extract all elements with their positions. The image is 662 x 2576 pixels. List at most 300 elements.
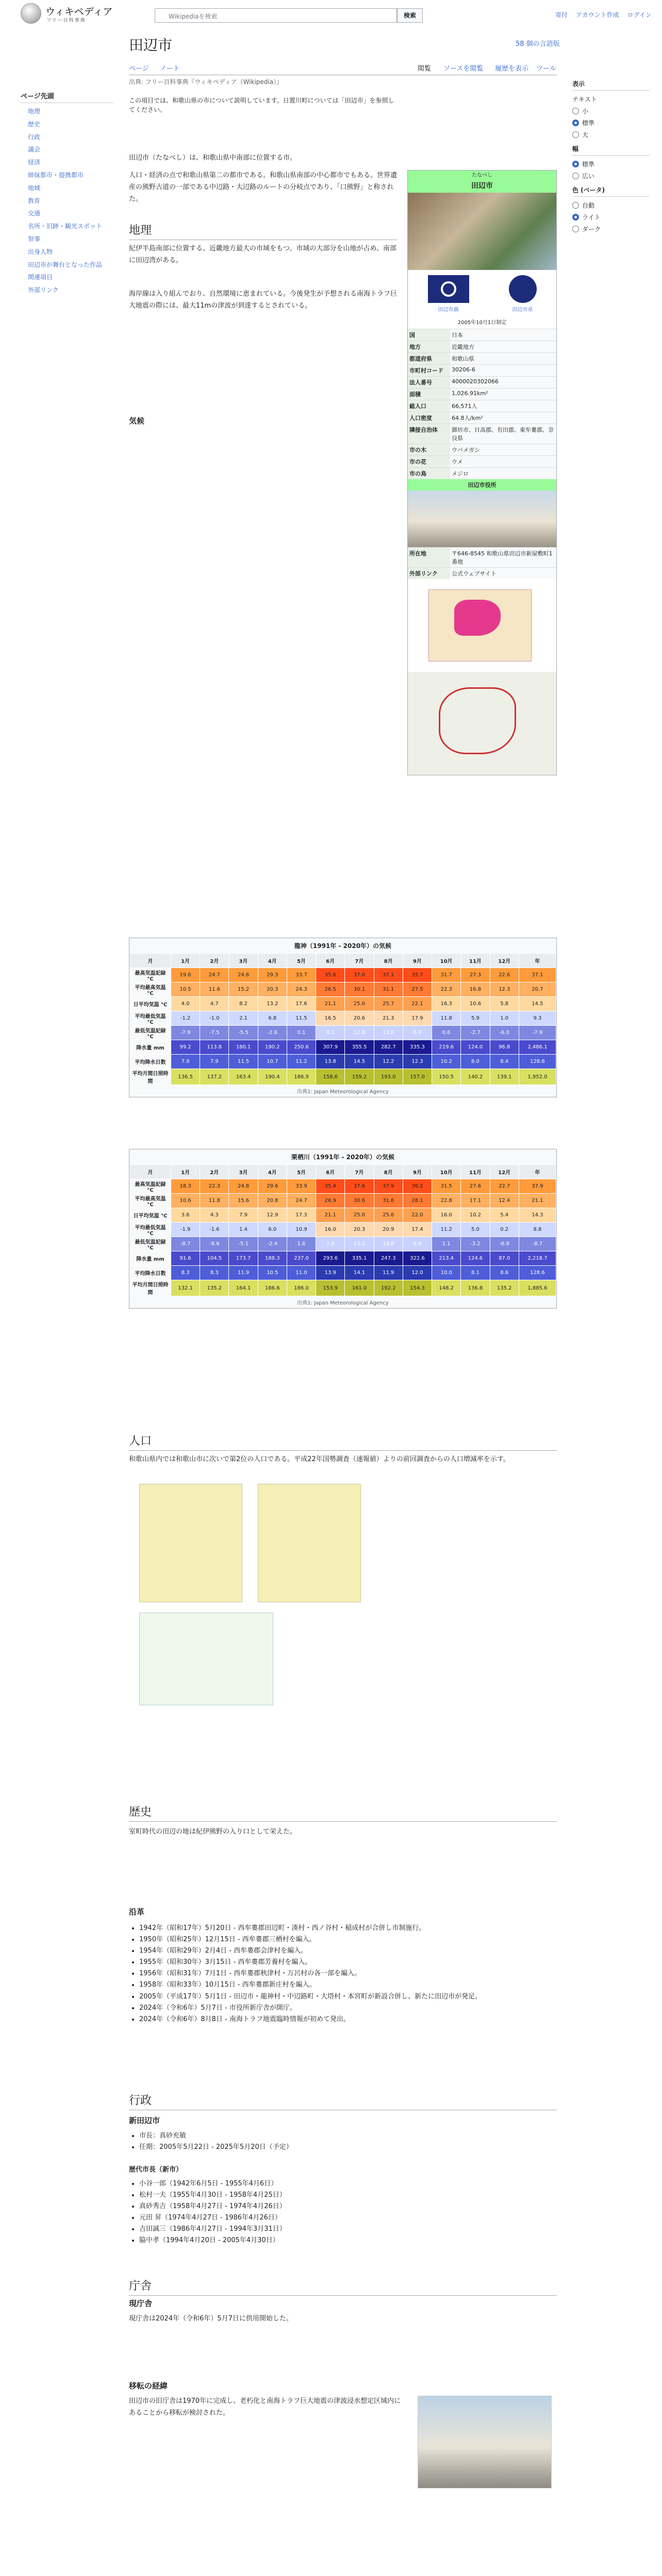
climate-title: 栗栖川（1991年 - 2020年）の気候 <box>291 1154 395 1161</box>
history-heading: 歴史 <box>129 1803 557 1822</box>
list-item: • 任期：2005年5月22日 - 2025年5月20日（予定） <box>139 2142 552 2153</box>
climate-cell: -7.5 <box>200 1026 229 1040</box>
radio-selected-icon[interactable] <box>572 161 579 167</box>
climate-cell: 29.6 <box>258 1179 287 1194</box>
search-button[interactable]: 検索 <box>397 8 423 23</box>
climate-cell: 10.6 <box>461 997 490 1011</box>
climate-cell: 14.3 <box>519 1208 556 1223</box>
climate-cell: 4.3 <box>200 1208 229 1223</box>
row-label: 平均最高気温 °C <box>130 982 171 997</box>
climate-cell: 29.3 <box>258 968 287 982</box>
tab-tools[interactable]: ツール <box>536 65 556 73</box>
climate-cell: 37.0 <box>345 968 374 982</box>
climate-cell: 0.2 <box>490 1223 519 1237</box>
row-key: 市の鳥 <box>408 468 450 479</box>
toc-title[interactable]: ページ先頭 <box>21 91 113 103</box>
population-chart-left[interactable] <box>139 1484 242 1602</box>
option-label: 広い <box>582 173 595 180</box>
climate-cell: 2.1 <box>229 1011 258 1026</box>
option-label: ライト <box>582 214 601 221</box>
climate-cell: 186.0 <box>287 1280 316 1296</box>
climate-cell: 5.8 <box>490 997 519 1011</box>
climate-cell: 6.9 <box>403 1237 432 1251</box>
climate-table-1 <box>129 938 557 1097</box>
climate-cell: 5.0 <box>461 1223 490 1237</box>
climate-cell: 148.2 <box>432 1280 461 1296</box>
climate-cell: 1.1 <box>432 1237 461 1251</box>
climate-cell: 26.5 <box>316 982 345 997</box>
history-paragraph: 室町時代の田辺の地は紀伊熊野の入り口として栄えた。 <box>129 1828 297 1836</box>
row-label: 最高気温記録 °C <box>130 968 171 982</box>
climate-cell: 24.6 <box>229 968 258 982</box>
climate-cell: 37.9 <box>519 1179 556 1194</box>
old-office-photo[interactable] <box>418 2396 552 2488</box>
climate-cell: 237.0 <box>287 1251 316 1266</box>
climate-cell: 153.9 <box>316 1280 345 1296</box>
tab-read[interactable]: 閲覧 <box>418 65 432 73</box>
climate-cell: 10.2 <box>432 1055 461 1069</box>
climate-cell: 16.5 <box>316 1011 345 1026</box>
row-key: 国 <box>408 329 450 341</box>
climate-cell: 37.6 <box>345 1179 374 1194</box>
color-label: 色 (ベータ) <box>572 185 650 197</box>
row-value[interactable]: 4000020302066 <box>452 378 499 385</box>
climate-cell: 132.1 <box>171 1280 200 1296</box>
climate-source: 出典1: Japan Meteorological Agency <box>297 1089 389 1095</box>
climate-cell: 99.2 <box>171 1040 200 1055</box>
climate-row <box>130 1223 556 1237</box>
climate-cell: 5.4 <box>490 1208 519 1223</box>
climate-cell: 5.9 <box>461 1011 490 1026</box>
climate-cell: 10.5 <box>171 982 200 997</box>
climate-cell: 8.4 <box>490 1055 519 1069</box>
climate-cell: 154.3 <box>403 1280 432 1296</box>
month-header: 12月 <box>490 954 519 968</box>
list-item: • 真砂秀吉（1958年4月27日 - 1974年4月26日） <box>139 2201 552 2212</box>
climate-cell: 14.1 <box>345 1266 374 1280</box>
month-header: 2月 <box>200 954 229 968</box>
month-header: 1月 <box>171 1165 200 1179</box>
wikipedia-globe-icon[interactable] <box>21 3 41 24</box>
list-item: • 市長：真砂充敏 <box>139 2130 552 2142</box>
climate-cell: 8.3 <box>171 1266 200 1280</box>
climate-row <box>130 1069 556 1085</box>
emblem-caption[interactable]: 田辺市章 <box>512 307 533 313</box>
list-item: • 元田 昇（1974年4月27日 - 1986年4月26日） <box>139 2212 552 2224</box>
move-paragraph: 田辺市の旧庁舎は1970年に完成し、老朽化と南海トラフ巨大地震の津波浸水想定区域内にあることから移転が検討された。 <box>129 2397 401 2417</box>
climate-cell: 186.6 <box>258 1280 287 1296</box>
climate-cell: 124.6 <box>461 1251 490 1266</box>
climate-cell: 13.8 <box>316 1055 345 1069</box>
climate-cell: 11.9 <box>374 1266 403 1280</box>
climate-cell: 1.4 <box>229 1223 258 1237</box>
climate-row <box>130 1011 556 1026</box>
radio-icon[interactable] <box>572 226 579 232</box>
climate-cell: 11.5 <box>229 1055 258 1069</box>
list-item: • 1958年（昭和33年）10月15日 - 西牟婁郡新庄村を編入。 <box>139 1979 552 1991</box>
climate-cell: 11.6 <box>200 982 229 997</box>
climate-table-2 <box>129 1149 557 1309</box>
climate-row <box>130 1055 556 1069</box>
infobox-row <box>408 455 556 467</box>
mayor-list <box>139 2130 552 2153</box>
row-label: 平均降水日数 <box>130 1266 171 1280</box>
infobox-row <box>408 329 556 341</box>
climate-row <box>130 1026 556 1040</box>
month-header: 4月 <box>258 1165 287 1179</box>
list-item: • 1956年（昭和31年）7月1日 - 西牟婁郡秋津村・万呂村の各一部を編入。 <box>139 1968 552 1979</box>
climate-cell: 8.3 <box>200 1266 229 1280</box>
tab-history[interactable]: 履歴を表示 <box>495 65 529 73</box>
toc-item[interactable]: 地域 <box>28 184 41 192</box>
climate-cell: 139.1 <box>490 1069 519 1085</box>
climate-cell: -2.4 <box>258 1237 287 1251</box>
toc-item[interactable]: 議会 <box>28 146 41 154</box>
climate-cell: 31.1 <box>374 982 403 997</box>
infobox-row <box>408 388 556 400</box>
radio-selected-icon[interactable] <box>572 214 579 221</box>
climate-cell: 12.4 <box>490 1194 519 1208</box>
month-header: 5月 <box>287 954 316 968</box>
enkaku-heading: 沿革 <box>129 1907 145 1917</box>
tab-view-source[interactable]: ソースを閲覧 <box>443 65 484 73</box>
flag-caption[interactable]: 田辺市旗 <box>438 307 459 313</box>
climate-cell: 35.4 <box>316 1179 345 1194</box>
list-item: • 2005年（平成17年）5月1日 - 田辺市・龍神村・中辺路町・大塔村・本宮町が新設合併し、新たに田辺市が発足。 <box>139 1991 552 2003</box>
climate-cell: 213.4 <box>432 1251 461 1266</box>
toc-item[interactable]: 出身人物 <box>28 248 53 256</box>
climate-cell: 1,885.6 <box>519 1280 556 1296</box>
color-light-option[interactable] <box>572 213 650 222</box>
climate-cell: 6.9 <box>403 1026 432 1040</box>
climate-cell: -8.7 <box>171 1237 200 1251</box>
radio-selected-icon[interactable] <box>572 120 579 126</box>
climate-cell: -7.9 <box>519 1026 556 1040</box>
climate-cell: 180.1 <box>229 1040 258 1055</box>
climate-cell: 6.0 <box>258 1223 287 1237</box>
month-header: 4月 <box>258 954 287 968</box>
city-photo[interactable] <box>408 193 556 270</box>
climate-cell: 28.1 <box>403 1194 432 1208</box>
enkaku-list <box>139 1923 552 2025</box>
climate-cell: -6.9 <box>490 1237 519 1251</box>
climate-cell: 104.5 <box>200 1251 229 1266</box>
climate-cell: 322.6 <box>403 1251 432 1266</box>
source-line: 出典: フリー百科事典『ウィキペディア（Wikipedia）』 <box>129 78 283 86</box>
infobox-row <box>408 467 556 479</box>
row-label: 最高気温記録 °C <box>130 1179 171 1194</box>
climate-cell: 250.6 <box>287 1040 316 1055</box>
climate-cell: 20.3 <box>258 982 287 997</box>
climate-cell: 31.6 <box>374 1194 403 1208</box>
climate-cell: 12.3 <box>403 1055 432 1069</box>
climate-cell: 135.2 <box>200 1280 229 1296</box>
toc-item[interactable]: 名所・旧跡・観光スポット <box>28 223 103 230</box>
climate-cell: 25.0 <box>345 1208 374 1223</box>
climate-cell: 27.3 <box>461 968 490 982</box>
climate-cell: 188.3 <box>258 1251 287 1266</box>
climate-cell: 307.9 <box>316 1040 345 1055</box>
office-photo[interactable] <box>408 490 556 547</box>
option-label: 標準 <box>582 161 595 168</box>
climate-cell: 13.6 <box>374 1026 403 1040</box>
toc-item[interactable]: 地理 <box>28 108 41 115</box>
climate-cell: 15.6 <box>229 1194 258 1208</box>
climate-cell: 16.0 <box>316 1223 345 1237</box>
climate-cell: 27.6 <box>461 1179 490 1194</box>
climate-cell: 11.2 <box>287 1055 316 1069</box>
climate-cell: 17.6 <box>287 997 316 1011</box>
row-label: 平均最高気温 °C <box>130 1194 171 1208</box>
climate-row <box>130 1194 556 1208</box>
climate-cell: 8.1 <box>316 1026 345 1040</box>
tab-page[interactable]: ページ <box>129 65 149 73</box>
location-map[interactable] <box>408 579 556 672</box>
climate-cell: 7.9 <box>171 1055 200 1069</box>
search-input[interactable]: Wikipediaを検索 <box>155 8 397 23</box>
climate-cell: 157.0 <box>403 1069 432 1085</box>
climate-cell: 3.6 <box>171 1208 200 1223</box>
climate-cell: 11.2 <box>432 1223 461 1237</box>
climate-cell: 22.3 <box>200 1179 229 1194</box>
text-small-option[interactable] <box>572 107 650 115</box>
toc-item[interactable]: 行政 <box>28 133 41 141</box>
text-standard-option[interactable] <box>572 118 650 127</box>
climate-cell: 11.5 <box>287 1011 316 1026</box>
climate-cell: 20.6 <box>345 1011 374 1026</box>
office-subheading: 現庁舎 <box>129 2299 153 2308</box>
climate-cell: 190.2 <box>258 1040 287 1055</box>
toc-item[interactable]: 歴史 <box>28 120 41 128</box>
climate-cell: 128.6 <box>519 1266 556 1280</box>
climate-cell: 91.6 <box>171 1251 200 1266</box>
logo-title[interactable]: ウィキペディア <box>45 6 113 18</box>
climate-cell: 1.0 <box>490 1011 519 1026</box>
month-header: 3月 <box>229 954 258 968</box>
row-value: 64.8人/km² <box>452 415 483 421</box>
climate-cell: 37.1 <box>519 968 556 982</box>
infobox-reading: たなべし <box>408 171 556 178</box>
create-account-link[interactable]: アカウント作成 <box>575 11 619 19</box>
climate-cell: -6.0 <box>490 1026 519 1040</box>
toc-item[interactable]: 外部リンク <box>28 286 59 294</box>
climate-cell: 113.8 <box>200 1040 229 1055</box>
infobox-row <box>408 412 556 423</box>
row-key: 人口密度 <box>408 412 450 423</box>
climate-cell: 87.0 <box>490 1251 519 1266</box>
month-header: 12月 <box>490 1165 519 1179</box>
climate-cell: 173.7 <box>229 1251 258 1266</box>
row-label: 降水量 mm <box>130 1251 171 1266</box>
climate-cell: 10.9 <box>287 1223 316 1237</box>
row-key: 都道府県 <box>408 353 450 364</box>
climate-cell: 21.1 <box>316 1208 345 1223</box>
climate-cell: -1.9 <box>171 1223 200 1237</box>
climate-cell: 22.7 <box>490 1179 519 1194</box>
climate-cell: -5.1 <box>229 1237 258 1251</box>
city-flag-icon[interactable] <box>428 275 469 303</box>
row-key: 市の木 <box>408 444 450 455</box>
climate-cell: 35.6 <box>316 968 345 982</box>
row-value[interactable]: 近畿地方 <box>452 344 474 350</box>
climate-cell: 21.1 <box>316 997 345 1011</box>
row-label: 最低気温記録 °C <box>130 1026 171 1040</box>
climate-cell: 10.5 <box>258 1266 287 1280</box>
row-key: 市町村コード <box>408 365 450 376</box>
climate-cell: 10.0 <box>432 1266 461 1280</box>
month-header: 3月 <box>229 1165 258 1179</box>
row-value[interactable]: 公式ウェブサイト <box>452 570 496 577</box>
color-dark-option[interactable] <box>572 225 650 233</box>
list-item: • 脇中孝（1994年4月20日 - 2005年4月30日） <box>139 2235 552 2246</box>
page-title: 田辺市 <box>129 37 173 54</box>
climate-row <box>130 982 556 997</box>
month-header: 8月 <box>374 1165 403 1179</box>
climate-cell: 8.2 <box>229 997 258 1011</box>
climate-cell: 11.0 <box>287 1266 316 1280</box>
donate-link[interactable]: 寄付 <box>555 11 568 19</box>
climate-cell: 247.3 <box>374 1251 403 1266</box>
climate-cell: 17.4 <box>403 1223 432 1237</box>
climate-row <box>130 1237 556 1251</box>
climate-cell: 17.3 <box>287 1208 316 1223</box>
climate-row <box>130 1040 556 1055</box>
row-value[interactable]: メジロ <box>452 470 469 477</box>
mayors-list <box>139 2178 552 2247</box>
width-wide-option[interactable] <box>572 172 650 180</box>
climate-cell: 16.3 <box>432 997 461 1011</box>
row-label: 日平均気温 °C <box>130 1208 171 1223</box>
row-value: 1,026.91km² <box>452 390 488 397</box>
row-value[interactable]: ウメ <box>452 459 463 465</box>
climate-cell: 0.6 <box>432 1026 461 1040</box>
width-standard-option[interactable] <box>572 160 650 168</box>
row-key: 隣接自治体 <box>408 424 450 444</box>
climate-cell: -8.6 <box>200 1237 229 1251</box>
climate-row <box>130 997 556 1011</box>
month-header: 1月 <box>171 954 200 968</box>
toc-item[interactable]: 姉妹都市・提携都市 <box>28 171 84 179</box>
climate-cell: 7.8 <box>316 1237 345 1251</box>
row-label: 平均月間日照時間 <box>130 1069 171 1085</box>
list-item: • 小谷一郎（1942年6月5日 - 1955年4月6日） <box>139 2178 552 2190</box>
radio-icon[interactable] <box>572 173 579 179</box>
climate-cell: -5.5 <box>229 1026 258 1040</box>
month-header: 11月 <box>461 954 490 968</box>
intro-paragraph-2: 人口・経済の点で和歌山県第二の都市である。和歌山県南部の中心都市でもある。世界遺産の熊野古道の一部である中辺路・大辺路のルートの分岐点であり、「口熊野」と称された。 <box>129 172 398 203</box>
option-label: 標準 <box>582 120 595 127</box>
toc-item[interactable]: 田辺市が舞台となった作品 <box>28 261 103 268</box>
climate-cell: 8.0 <box>461 1055 490 1069</box>
climate-cell: 30.6 <box>345 1194 374 1208</box>
geo-paragraph-2: 海岸線は入り組んでおり、自然環境に恵まれている。今後発生が予想される南海トラフ巨大地震の際には、最大11mの津波が到達するとされている。 <box>129 290 398 310</box>
month-header: 11月 <box>461 1165 490 1179</box>
row-value: 66,571人 <box>452 403 477 410</box>
color-auto-option[interactable] <box>572 201 650 210</box>
toc-item[interactable]: 教育 <box>28 197 41 205</box>
population-chart-right[interactable] <box>258 1484 361 1602</box>
row-label: 降水量 mm <box>130 1040 171 1055</box>
infobox-title: 田辺市 <box>408 178 556 193</box>
toc-item[interactable]: 関連項目 <box>28 274 53 281</box>
emblem-established: 2005年10月1日制定 <box>408 318 556 329</box>
climate-cell: 7.9 <box>200 1055 229 1069</box>
month-header: 10月 <box>432 954 461 968</box>
admin-heading: 行政 <box>129 2092 557 2110</box>
climate-cell: -2.7 <box>461 1026 490 1040</box>
climate-heading: 気候 <box>129 416 145 426</box>
city-emblem-icon[interactable] <box>509 275 537 303</box>
option-label: 小 <box>582 108 589 115</box>
climate-source: 出典1: Japan Meteorological Agency <box>297 1300 389 1306</box>
climate-cell: 22.6 <box>490 968 519 982</box>
climate-cell: -2.6 <box>258 1026 287 1040</box>
row-value[interactable]: ウバメガシ <box>452 447 480 453</box>
climate-cell: 159.2 <box>345 1069 374 1085</box>
month-header: 年 <box>519 1165 556 1179</box>
tab-talk[interactable]: ノート <box>160 65 180 73</box>
climate-cell: 17.9 <box>403 1011 432 1026</box>
appearance-title: 表示 <box>572 79 650 91</box>
month-header: 月 <box>130 954 171 968</box>
toc-item[interactable]: 祭事 <box>28 235 41 243</box>
climate-cell: -3.2 <box>461 1237 490 1251</box>
climate-cell: 2,218.7 <box>519 1251 556 1266</box>
climate-cell: 137.2 <box>200 1069 229 1085</box>
climate-cell: 15.2 <box>229 982 258 997</box>
text-size-label: テキスト <box>572 96 597 103</box>
row-value[interactable]: 御坊市、日高郡、有田郡、東牟婁郡、奈良県 <box>452 427 554 442</box>
population-bar-chart[interactable] <box>139 1613 273 1705</box>
climate-cell: 1.6 <box>287 1237 316 1251</box>
climate-row <box>130 1179 556 1194</box>
climate-cell: 27.5 <box>403 982 432 997</box>
radio-icon[interactable] <box>572 131 579 138</box>
radio-icon[interactable] <box>572 108 579 114</box>
option-label: 大 <box>582 131 589 139</box>
climate-cell: 37.1 <box>374 968 403 982</box>
radio-icon[interactable] <box>572 202 579 209</box>
climate-title: 龍神（1991年 - 2020年）の気候 <box>294 942 392 950</box>
month-header: 10月 <box>432 1165 461 1179</box>
climate-cell: 31.7 <box>432 968 461 982</box>
climate-cell: 12.9 <box>258 1208 287 1223</box>
detail-map[interactable] <box>408 672 556 775</box>
office-heading: 庁舎 <box>129 2277 557 2296</box>
climate-cell: 13.9 <box>316 1266 345 1280</box>
language-button[interactable]: 58 個の言語版 <box>516 40 560 48</box>
climate-cell: 33.7 <box>287 968 316 982</box>
climate-cell: 16.8 <box>461 982 490 997</box>
row-value[interactable]: 和歌山県 <box>452 355 474 362</box>
climate-cell: 12.2 <box>374 1055 403 1069</box>
toc-item[interactable]: 経済 <box>28 159 41 166</box>
climate-cell: 128.6 <box>519 1055 556 1069</box>
header <box>0 0 662 29</box>
list-item: • 松村一夫（1955年4月30日 - 1958年4月25日） <box>139 2190 552 2201</box>
climate-cell: 24.8 <box>229 1179 258 1194</box>
population-heading: 人口 <box>129 1432 557 1451</box>
toc-item[interactable]: 交通 <box>28 210 41 217</box>
climate-cell: 26.9 <box>316 1194 345 1208</box>
climate-cell: 17.1 <box>461 1194 490 1208</box>
list-item: • 2024年（令和6年）5月7日 - 市役所新庁舎が開庁。 <box>139 2003 552 2014</box>
climate-cell: 20.7 <box>519 982 556 997</box>
climate-cell: 193.0 <box>374 1069 403 1085</box>
login-link[interactable]: ログイン <box>627 11 652 19</box>
text-large-option[interactable] <box>572 130 650 139</box>
row-label: 平均月間日照時間 <box>130 1280 171 1296</box>
